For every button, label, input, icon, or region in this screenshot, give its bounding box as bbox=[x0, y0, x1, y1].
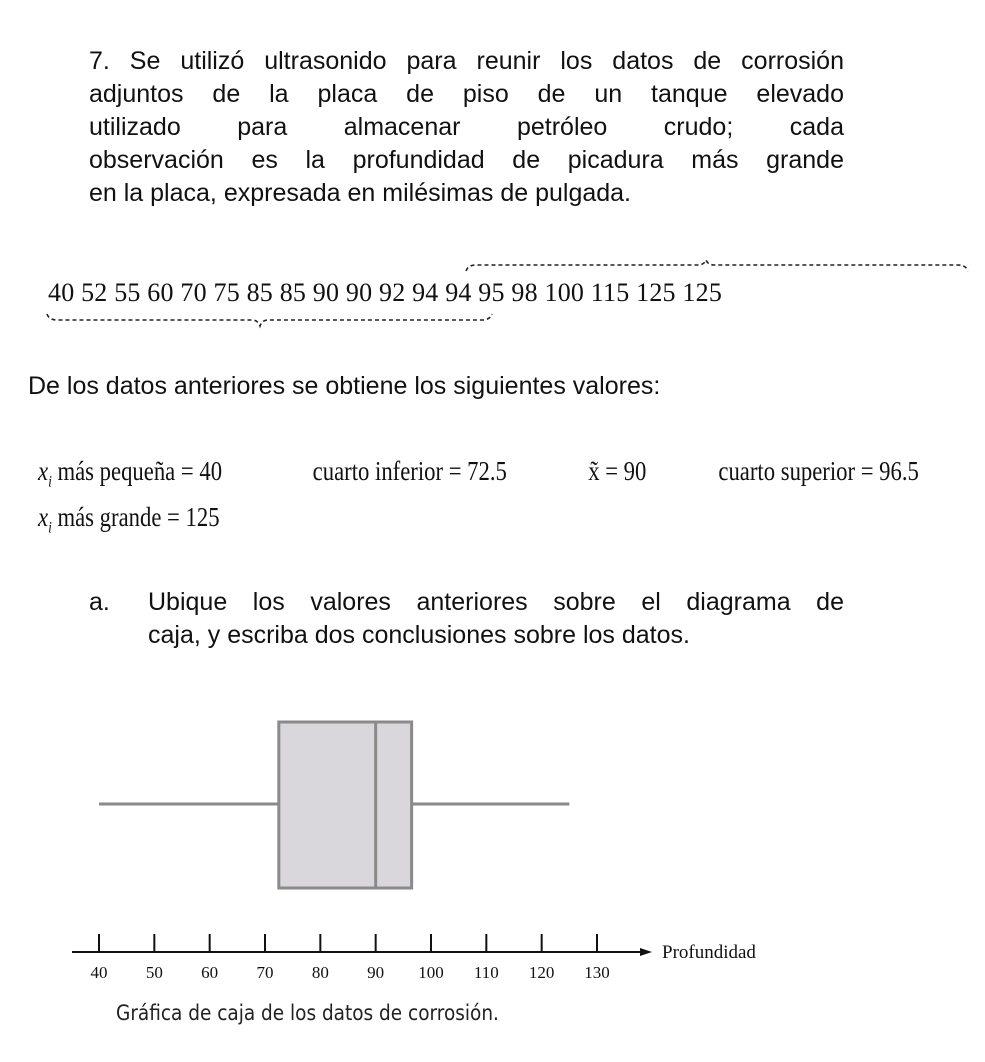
data-values-row bbox=[0, 258, 985, 338]
upper-fourth-stat: cuarto superior = 96.5 bbox=[718, 456, 919, 486]
max-sub: i bbox=[48, 519, 52, 537]
question-label: a. bbox=[89, 588, 110, 616]
x-tick-label: 100 bbox=[418, 963, 444, 982]
x-tick-label: 70 bbox=[256, 963, 274, 982]
summary-statistics bbox=[38, 456, 919, 548]
question-text bbox=[148, 586, 844, 652]
x-axis-label: Profundidad bbox=[662, 942, 756, 963]
box-plot bbox=[0, 700, 985, 1000]
max-stat bbox=[38, 502, 220, 537]
upper-half-brace bbox=[466, 260, 968, 271]
intro-text: De los datos anteriores se obtiene los siguientes valores: bbox=[28, 372, 661, 400]
problem-line: 7. Se utilizó ultrasonido para reunir los datos de corrosión bbox=[89, 47, 844, 75]
x-tick-label: 50 bbox=[145, 963, 163, 982]
max-text: más grande = 125 bbox=[51, 502, 220, 532]
problem-statement bbox=[89, 45, 844, 210]
x-tick-label: 130 bbox=[584, 963, 610, 982]
x-tick-label: 120 bbox=[528, 963, 555, 982]
median-stat: x̃ = 90 bbox=[588, 456, 647, 486]
chart-caption: Gráfica de caja de los datos de corrosión. bbox=[116, 1001, 499, 1025]
x-tick-label: 40 bbox=[90, 963, 108, 982]
min-sub: i bbox=[48, 473, 52, 491]
min-text: más pequeña = 40 bbox=[51, 456, 223, 486]
problem-line: en la placa, expresada en milésimas de pulgada. bbox=[89, 179, 632, 207]
data-values: 40 52 55 60 70 75 85 85 90 90 92 94 94 95 98 100 115 125 125 bbox=[48, 278, 723, 307]
problem-line: utilizado para almacenar petróleo crudo; cada bbox=[89, 113, 844, 141]
x-tick-label: 110 bbox=[473, 963, 499, 982]
problem-line: observación es la profundidad de picadura más grande bbox=[89, 146, 844, 174]
x-tick-label: 60 bbox=[201, 963, 219, 982]
x-tick-label: 90 bbox=[367, 963, 385, 982]
box bbox=[279, 722, 412, 888]
x-tick-label: 80 bbox=[311, 963, 329, 982]
min-var: x bbox=[38, 456, 49, 486]
question-line: caja, y escriba dos conclusiones sobre los datos. bbox=[148, 621, 690, 649]
lower-half-brace bbox=[47, 314, 492, 326]
axis-arrow bbox=[640, 948, 652, 956]
question-line: Ubique los valores anteriores sobre el diagrama de bbox=[148, 588, 844, 616]
min-stat bbox=[38, 456, 222, 491]
problem-line: adjuntos de la placa de piso de un tanque elevado bbox=[89, 80, 844, 108]
lower-fourth-stat: cuarto inferior = 72.5 bbox=[312, 456, 507, 486]
max-var: x bbox=[38, 502, 49, 532]
